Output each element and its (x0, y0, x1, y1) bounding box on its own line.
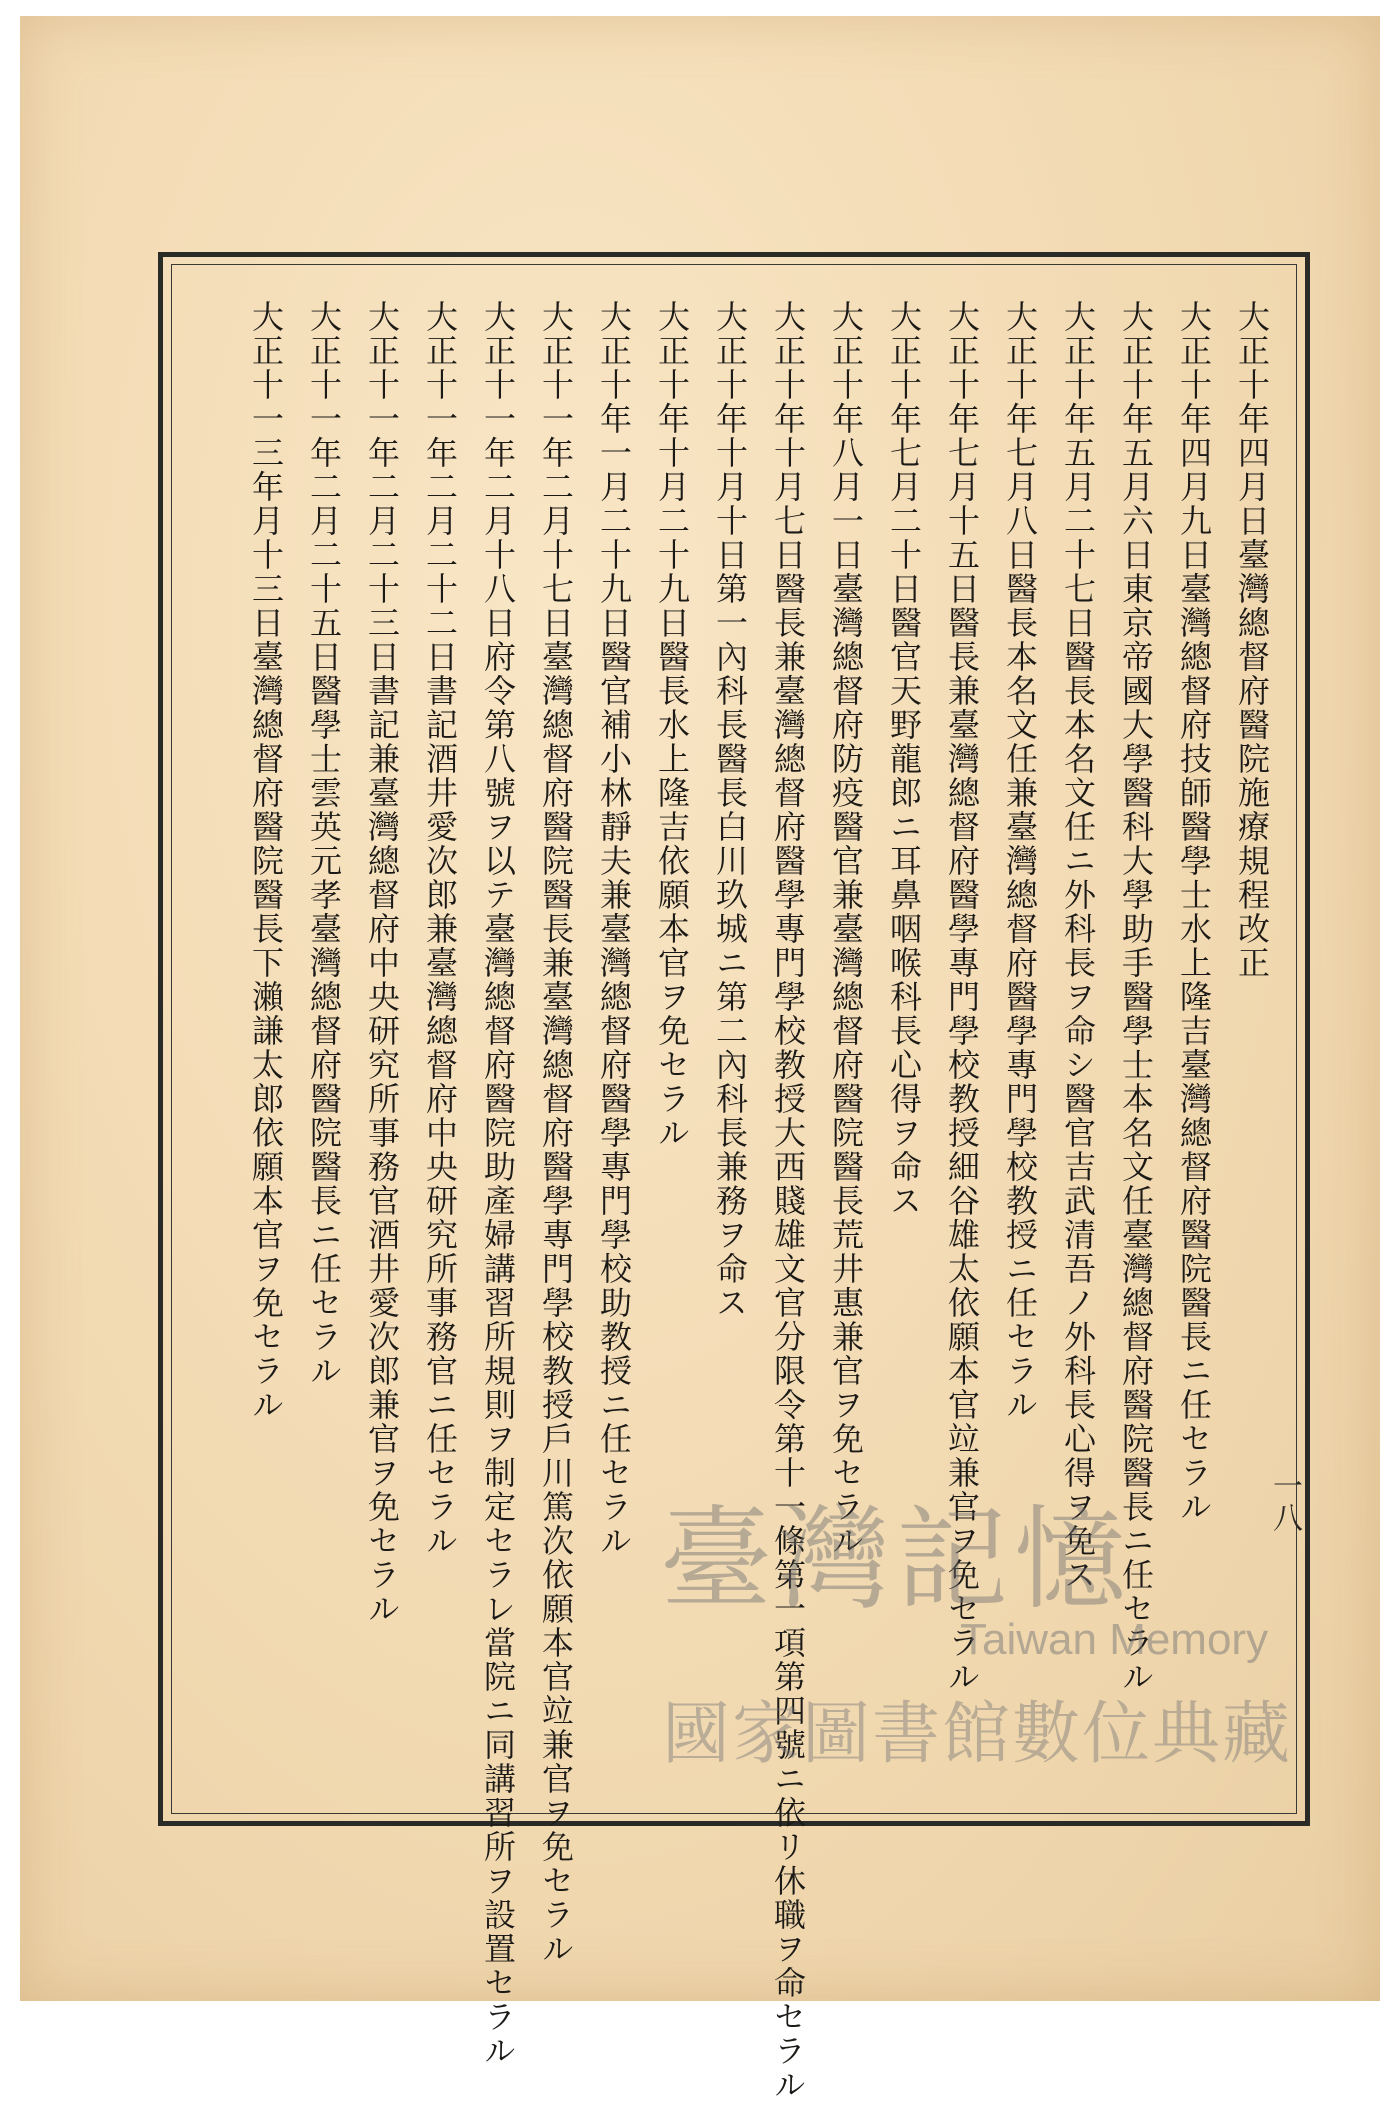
entry-line: 大正十年七月十五日醫長兼臺灣總督府醫學專門學校教授細谷雄太依願本官竝兼官ヲ免セラル (943, 300, 981, 1694)
entry-line: 大正十年四月日臺灣總督府醫院施療規程改正 (1233, 300, 1271, 980)
entry-line: 大正十年五月二十七日醫長本名文任ニ外科長ヲ命シ醫官吉武清吾ノ外科長心得ヲ免ス (1059, 300, 1097, 1592)
entry-line: 大正十一年二月二十三日書記兼臺灣總督府中央研究所事務官酒井愛次郎兼官ヲ免セラル (363, 300, 401, 1626)
entry-line: 大正十一三年月十三日臺灣總督府醫院醫長下瀨謙太郎依願本官ヲ免セラル (247, 300, 285, 1422)
entry-line: 大正十年一月二十九日醫官補小林靜夫兼臺灣總督府醫學專門學校助教授ニ任セラル (595, 300, 633, 1558)
entry-line: 大正十年十月二十九日醫長水上隆吉依願本官ヲ免セラル (653, 300, 691, 1150)
entry-line: 大正十年五月六日東京帝國大學醫科大學助手醫學士本名文任臺灣總督府醫院醫長ニ任セラル (1117, 300, 1155, 1694)
entry-line: 大正十年八月一日臺灣總督府防疫醫官兼臺灣總督府醫院醫長荒井惠兼官ヲ免セラル (827, 300, 865, 1558)
entry-line: 大正十年十月十日第一內科長醫長白川玖城ニ第二內科長兼務ヲ命ス (711, 300, 749, 1320)
entry-line: 大正十年七月二十日醫官天野龍郎ニ耳鼻咽喉科長心得ヲ命ス (885, 300, 923, 1218)
watermark-subtitle: 國家圖書館數位典藏 (662, 1695, 1293, 1774)
entry-line: 大正十一年二月二十二日書記酒井愛次郎兼臺灣總督府中央研究所事務官ニ任セラル (421, 300, 459, 1558)
entry-line: 大正十一年二月十八日府令第八號ヲ以テ臺灣總督府醫院助產婦講習所規則ヲ制定セラレ當院ニ同講習所ヲ設置セラル (479, 300, 517, 2068)
entry-line: 大正十一年二月二十五日醫學士雲英元孝臺灣總督府醫院醫長ニ任セラル (305, 300, 343, 1388)
watermark-english: Taiwan Memory (960, 1615, 1269, 1664)
entry-line: 大正十年四月九日臺灣總督府技師醫學士水上隆吉臺灣總督府醫院醫長ニ任セラル (1175, 300, 1213, 1524)
entry-line: 大正十年七月八日醫長本名文任兼臺灣總督府醫學專門學校教授ニ任セラル (1001, 300, 1039, 1422)
page-number: 一八 (1267, 1470, 1302, 1534)
watermark-title: 臺灣記憶 (660, 1495, 1132, 1625)
text-columns (190, 300, 1280, 2102)
entry-line: 大正十一年二月十七日臺灣總督府醫院醫長兼臺灣總督府醫學專門學校教授戶川篤次依願本官竝兼官ヲ免セラル (537, 300, 575, 1966)
entry-line: 大正十年十月七日醫長兼臺灣總督府醫學專門學校教授大西賤雄文官分限令第十一條第一項第四號ニ依リ休職ヲ命セラル (769, 300, 807, 2102)
